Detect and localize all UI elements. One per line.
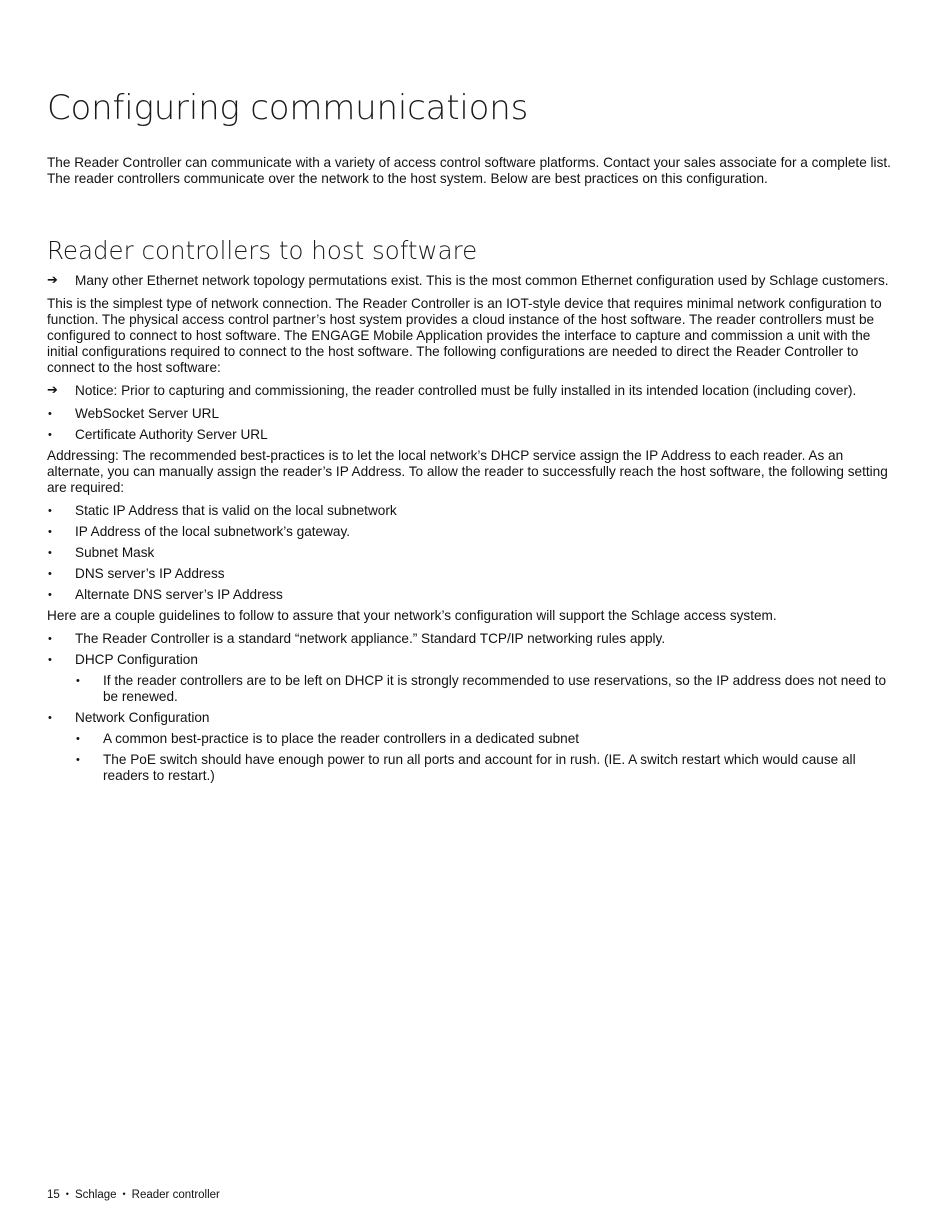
list-item — [47, 524, 897, 540]
arrow-icon: ➔ — [47, 383, 58, 398]
page-title: Configuring communications — [47, 88, 529, 128]
bullet-icon: • — [48, 589, 52, 601]
sub-list-item — [47, 731, 897, 747]
list-item — [47, 406, 897, 422]
list-item — [47, 652, 897, 668]
section-heading: Reader controllers to host software — [47, 236, 478, 265]
list-item — [47, 427, 897, 443]
list-item-text: Certificate Authority Server URL — [75, 427, 268, 442]
list-item — [47, 631, 897, 647]
list-item-text: If the reader controllers are to be left on DHCP it is strongly recommended to use reservations, so the IP address does not need to be renewed. — [103, 673, 887, 704]
footer-separator: • — [122, 1189, 126, 1199]
arrow-icon: ➔ — [47, 273, 58, 288]
note-text: Notice: Prior to capturing and commissioning, the reader controlled must be fully installed in its intended location (including cover). — [75, 383, 857, 398]
bullet-icon: • — [48, 408, 52, 420]
list-item — [47, 566, 897, 582]
list-item-text: Alternate DNS server’s IP Address — [75, 587, 283, 602]
note-text: Many other Ethernet network topology permutations exist. This is the most common Ethernet configuration used by Schlage customers. — [75, 273, 889, 288]
body-paragraph: This is the simplest type of network connection. The Reader Controller is an IOT-style device that requires minimal network configuration to function. The physical access control partner’s host system provides a cloud instance of the host software. The reader controllers must be configured to connect to host software. The ENGAGE Mobile Application provides the interface to capture and commission a unit with the initial configurations required to connect to the host software. The following configurations are needed to direct the Reader Controller to connect to the host software: — [47, 296, 882, 375]
bullet-icon: • — [48, 568, 52, 580]
bullet-icon: • — [48, 526, 52, 538]
section-body — [47, 273, 897, 789]
list-item-text: WebSocket Server URL — [75, 406, 220, 421]
bullet-icon: • — [76, 675, 80, 687]
bullet-icon: • — [76, 733, 80, 745]
bullet-icon: • — [48, 429, 52, 441]
list-item — [47, 710, 897, 726]
body-paragraph: Here are a couple guidelines to follow to assure that your network’s configuration will support the Schlage access system. — [47, 608, 777, 623]
list-item-text: A common best-practice is to place the reader controllers in a dedicated subnet — [103, 731, 580, 746]
list-item-text: DNS server’s IP Address — [75, 566, 225, 581]
bullet-icon: • — [48, 633, 52, 645]
list-item-text: Static IP Address that is valid on the local subnetwork — [75, 503, 397, 518]
bullet-icon: • — [48, 712, 52, 724]
note-item — [47, 383, 897, 399]
list-item — [47, 545, 897, 561]
list-item-text: Subnet Mask — [75, 545, 155, 560]
bullet-icon: • — [76, 754, 80, 766]
note-item — [47, 273, 897, 289]
list-item-text: DHCP Configuration — [75, 652, 198, 667]
list-item-text: The PoE switch should have enough power to run all ports and account for in rush. (IE. A switch restart which would cause all readers to restart.) — [103, 752, 856, 783]
bullet-icon: • — [48, 505, 52, 517]
intro-paragraph: The Reader Controller can communicate with a variety of access control software platforms. Contact your sales associate for a complete list. The reader controllers communicate over the network to the host system. Below are best practices on this configuration. — [47, 155, 891, 186]
page-footer — [47, 1189, 220, 1201]
sub-list-item — [47, 673, 897, 705]
list-item-text: IP Address of the local subnetwork’s gateway. — [75, 524, 351, 539]
bullet-icon: • — [48, 654, 52, 666]
list-item — [47, 587, 897, 603]
page-number: 15 — [47, 1189, 60, 1201]
body-paragraph: Addressing: The recommended best-practices is to let the local network’s DHCP service assign the IP Address to each reader. As an alternate, you can manually assign the reader’s IP Address. To allow the reader to successfully reach the host software, the following setting are required: — [47, 448, 888, 495]
footer-separator: • — [65, 1189, 69, 1199]
list-item-text: Network Configuration — [75, 710, 210, 725]
bullet-icon: • — [48, 547, 52, 559]
list-item — [47, 503, 897, 519]
footer-doc-title: Reader controller — [131, 1189, 220, 1201]
footer-brand: Schlage — [74, 1189, 117, 1201]
sub-list-item — [47, 752, 897, 784]
list-item-text: The Reader Controller is a standard “network appliance.” Standard TCP/IP networking rules apply. — [75, 631, 666, 646]
